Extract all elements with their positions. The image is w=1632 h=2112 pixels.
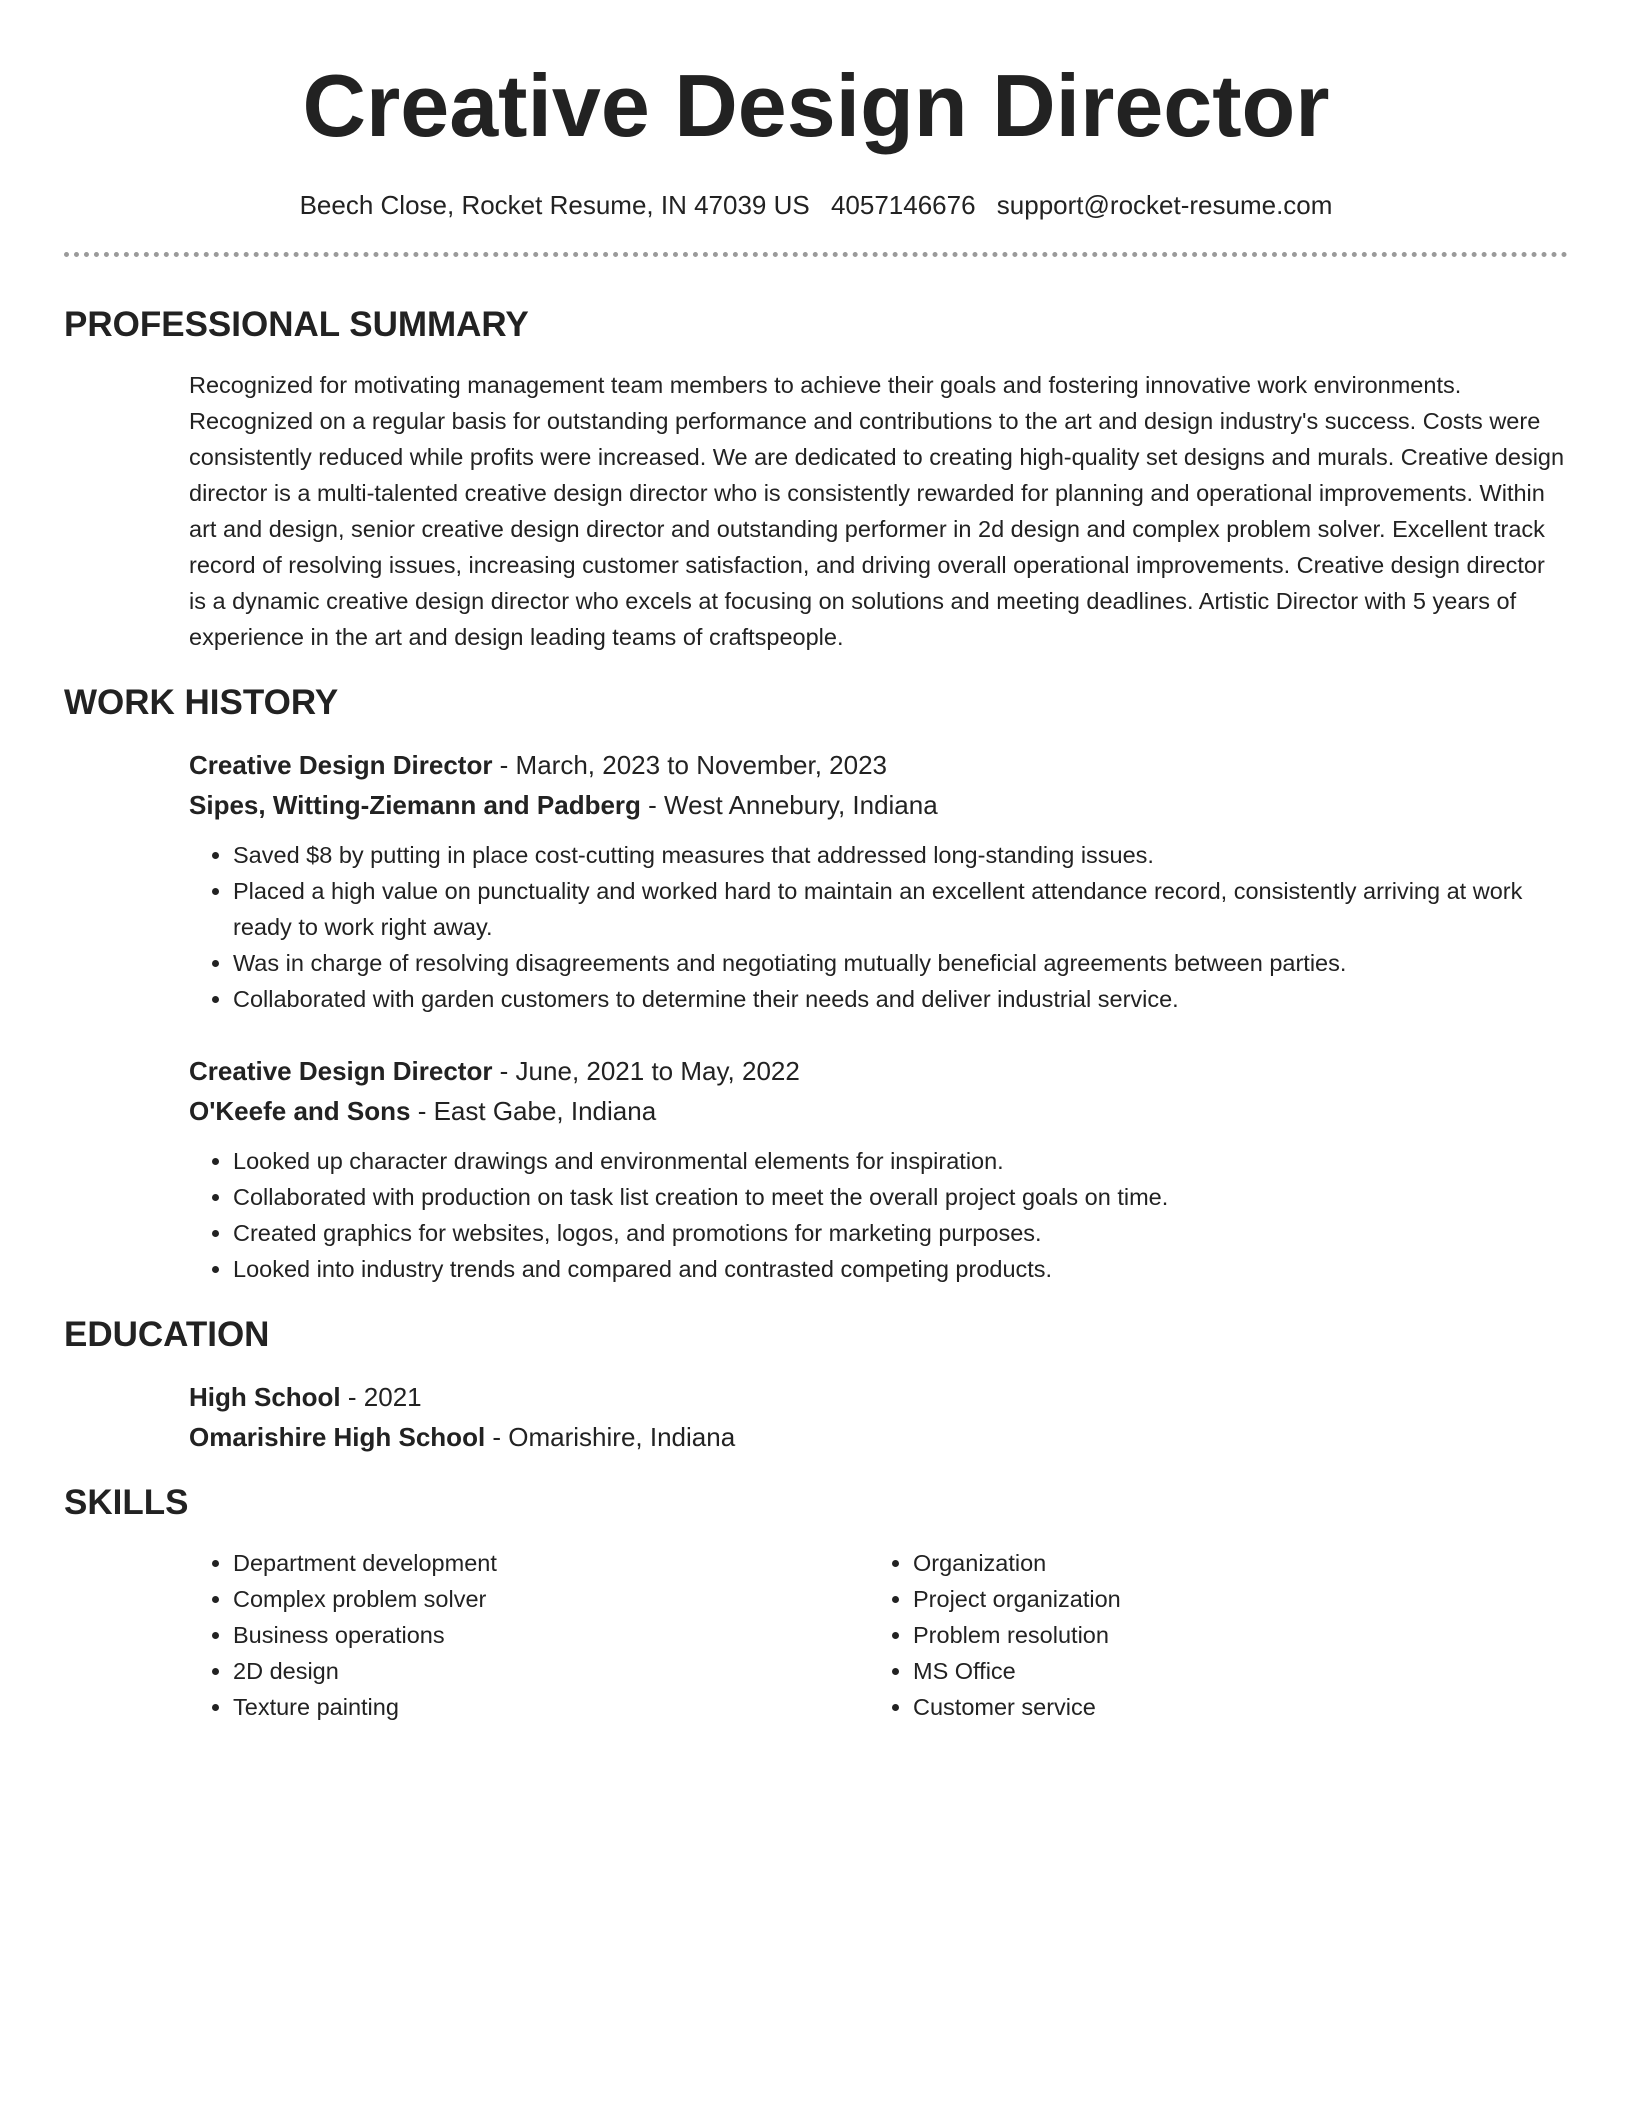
- skill-item: • Problem resolution: [913, 1617, 1549, 1653]
- education-school-line: [189, 1417, 1568, 1457]
- job-location: - East Gabe, Indiana: [410, 1096, 657, 1126]
- job-dates: - March, 2023 to November, 2023: [492, 750, 887, 780]
- skills-grid: [64, 1545, 1568, 1725]
- job-bullet: • Looked into industry trends and compared and contrasted competing products.: [233, 1251, 1568, 1287]
- job-title-line: [189, 1051, 1568, 1091]
- skill-item: • Project organization: [913, 1581, 1549, 1617]
- job-bullet-list: [189, 1143, 1568, 1287]
- job-company: Sipes, Witting-Ziemann and Padberg: [189, 790, 641, 820]
- job-dates: - June, 2021 to May, 2022: [492, 1056, 800, 1086]
- skill-item: • Organization: [913, 1545, 1549, 1581]
- job-location: - West Annebury, Indiana: [640, 790, 938, 820]
- job-bullet-list: [189, 837, 1568, 1017]
- skill-item: • Texture painting: [233, 1689, 869, 1725]
- resume-name: Creative Design Director: [302, 56, 1330, 155]
- header-divider: [64, 252, 1568, 257]
- skill-item: • Customer service: [913, 1689, 1549, 1725]
- contact-phone: 4057146676: [830, 190, 976, 220]
- education-degree-line: [189, 1377, 1568, 1417]
- skill-item: • MS Office: [913, 1653, 1549, 1689]
- education-location: - Omarishire, Indiana: [485, 1422, 736, 1452]
- job-bullet: • Collaborated with garden customers to determine their needs and deliver industrial service.: [233, 981, 1568, 1017]
- job-company-line: [189, 1091, 1568, 1131]
- job-role: Creative Design Director: [189, 750, 493, 780]
- job-bullet: • Created graphics for websites, logos, and promotions for marketing purposes.: [233, 1215, 1568, 1251]
- summary-heading: PROFESSIONAL SUMMARY: [64, 305, 529, 344]
- job-company: O'Keefe and Sons: [189, 1096, 411, 1126]
- job-company-line: [189, 785, 1568, 825]
- job-bullet: • Collaborated with production on task list creation to meet the overall project goals on time.: [233, 1179, 1568, 1215]
- education-year: - 2021: [340, 1382, 422, 1412]
- job-title-line: [189, 745, 1568, 785]
- education-degree: High School: [189, 1382, 341, 1412]
- contact-email: support@rocket-resume.com: [996, 190, 1333, 220]
- summary-text: Recognized for motivating management team members to achieve their goals and fostering innovative work environments. Recognized on a regular basis for outstanding performance and contributions to the art and design industry's success. Costs were consistently reduced while profits were increased. We are dedicated to creating high-quality set designs and murals. Creative design director is a multi-talented creative design director who is consistently rewarded for planning and operational improvements. Within art and design, senior creative design director and outstanding performer in 2d design and complex problem solver. Excellent track record of resolving issues, increasing customer satisfaction, and driving overall operational improvements. Creative design director is a dynamic creative design director who excels at focusing on solutions and meeting deadlines. Artistic Director with 5 years of experience in the art and design leading teams of craftspeople.: [189, 372, 1565, 650]
- job-entry: [64, 745, 1568, 1017]
- job-bullet: • Was in charge of resolving disagreements and negotiating mutually beneficial agreements between parties.: [233, 945, 1568, 981]
- contact-address: Beech Close, Rocket Resume, IN 47039 US: [299, 190, 810, 220]
- contact-line: [64, 188, 1568, 222]
- education-heading: EDUCATION: [64, 1315, 270, 1354]
- skills-column-right: [869, 1545, 1549, 1725]
- skills-heading: SKILLS: [64, 1483, 189, 1522]
- work-history-heading: WORK HISTORY: [64, 683, 339, 722]
- skill-item: • Complex problem solver: [233, 1581, 869, 1617]
- skill-item: • 2D design: [233, 1653, 869, 1689]
- job-entry: [64, 1051, 1568, 1287]
- education-school: Omarishire High School: [189, 1422, 486, 1452]
- education-entry: [64, 1377, 1568, 1457]
- job-bullet: • Placed a high value on punctuality and worked hard to maintain an excellent attendance record, consistently arriving at work ready to work right away.: [233, 873, 1568, 945]
- job-role: Creative Design Director: [189, 1056, 493, 1086]
- job-bullet: • Looked up character drawings and environmental elements for inspiration.: [233, 1143, 1568, 1179]
- skill-item: • Business operations: [233, 1617, 869, 1653]
- job-bullet: • Saved $8 by putting in place cost-cutting measures that addressed long-standing issues.: [233, 837, 1568, 873]
- skill-item: • Department development: [233, 1545, 869, 1581]
- skills-column-left: [189, 1545, 869, 1725]
